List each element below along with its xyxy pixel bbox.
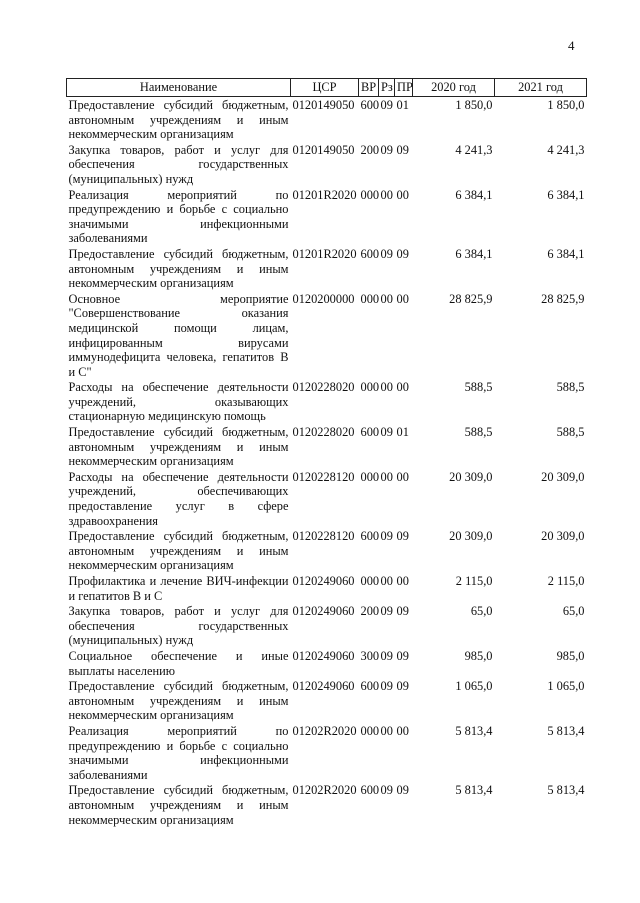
row-2021: 2 115,0 xyxy=(547,574,585,588)
row-rz: 00 xyxy=(380,187,393,202)
row-rz: 00 xyxy=(380,469,393,484)
row-pr: 00 xyxy=(396,380,409,395)
table-row xyxy=(67,291,587,380)
row-rz: 09 xyxy=(380,783,393,798)
row-csr: 0120228120 xyxy=(292,469,355,484)
table-row xyxy=(67,648,587,678)
budget-table xyxy=(66,78,587,827)
row-2020: 588,5 xyxy=(464,425,493,440)
row-rz: 00 xyxy=(380,574,393,588)
row-pr: 01 xyxy=(396,98,409,112)
row-csr: 0120228020 xyxy=(292,425,355,440)
row-rz: 00 xyxy=(380,291,393,306)
row-2021: 65,0 xyxy=(562,604,585,619)
row-2020: 1 850,0 xyxy=(455,98,493,112)
table-row xyxy=(67,246,587,291)
table-row xyxy=(67,782,587,827)
row-2020: 6 384,1 xyxy=(455,187,493,202)
row-2021: 985,0 xyxy=(556,648,585,663)
row-pr: 09 xyxy=(396,142,409,157)
table-row xyxy=(67,603,587,648)
row-2021: 20 309,0 xyxy=(541,469,585,484)
header-2021: 2021 год xyxy=(495,79,587,97)
row-csr: 0120149050 xyxy=(292,142,355,157)
row-2020: 6 384,1 xyxy=(455,246,493,261)
row-2020: 28 825,9 xyxy=(449,291,493,306)
row-2020: 5 813,4 xyxy=(455,783,493,798)
row-rz: 09 xyxy=(380,98,393,112)
row-2020: 588,5 xyxy=(464,380,493,395)
row-vr: 000 xyxy=(360,380,380,395)
row-pr: 00 xyxy=(396,723,409,738)
row-pr: 09 xyxy=(396,246,409,261)
row-vr: 000 xyxy=(360,187,380,202)
row-vr: 200 xyxy=(360,604,380,619)
row-rz: 09 xyxy=(380,648,393,663)
header-rz: Рз xyxy=(379,79,395,97)
row-name: Предоставление субсидий бюджетным, автономным учреждениям и иным некоммерческим организациям xyxy=(68,98,289,142)
row-vr: 000 xyxy=(360,723,380,738)
row-2020: 20 309,0 xyxy=(449,529,493,544)
row-csr: 01202R2020 xyxy=(292,723,357,738)
row-vr: 600 xyxy=(360,679,380,694)
row-csr: 0120249060 xyxy=(292,604,355,619)
table-row xyxy=(67,678,587,723)
row-csr: 01202R2020 xyxy=(292,783,357,798)
table-row xyxy=(67,573,587,603)
row-name: Закупка товаров, работ и услуг для обеспечения государственных (муниципальных) нужд xyxy=(68,142,289,186)
row-name: Закупка товаров, работ и услуг для обеспечения государственных (муниципальных) нужд xyxy=(68,604,289,648)
row-2021: 5 813,4 xyxy=(547,783,585,798)
row-vr: 000 xyxy=(360,291,380,306)
row-rz: 09 xyxy=(380,246,393,261)
row-pr: 09 xyxy=(396,783,409,798)
row-name: Реализация мероприятий по предупреждению и борьбе с социально значимыми инфекционными заболеваниями xyxy=(68,723,289,782)
row-vr: 200 xyxy=(360,142,380,157)
row-pr: 09 xyxy=(396,604,409,619)
row-vr: 000 xyxy=(360,574,380,588)
row-2020: 4 241,3 xyxy=(455,142,493,157)
row-csr: 0120149050 xyxy=(292,98,355,112)
table-body xyxy=(67,97,587,828)
header-csr: ЦСР xyxy=(291,79,359,97)
row-csr: 0120200000 xyxy=(292,291,355,306)
row-2020: 65,0 xyxy=(470,604,493,619)
row-pr: 00 xyxy=(396,291,409,306)
row-name: Предоставление субсидий бюджетным, автономным учреждениям и иным некоммерческим организациям xyxy=(68,246,289,291)
row-2020: 985,0 xyxy=(464,648,493,663)
row-2021: 20 309,0 xyxy=(541,529,585,544)
row-vr: 000 xyxy=(360,469,380,484)
row-2020: 1 065,0 xyxy=(455,679,493,694)
table-row xyxy=(67,424,587,469)
row-csr: 0120249060 xyxy=(292,679,355,694)
table-row xyxy=(67,379,587,424)
table-header xyxy=(67,79,587,97)
header-pr: ПР xyxy=(395,79,413,97)
row-rz: 00 xyxy=(380,380,393,395)
page-number: 4 xyxy=(568,38,575,53)
row-rz: 09 xyxy=(380,142,393,157)
row-name: Предоставление субсидий бюджетным, автономным учреждениям и иным некоммерческим организациям xyxy=(68,679,289,723)
row-vr: 300 xyxy=(360,648,380,663)
row-vr: 600 xyxy=(360,425,380,440)
header-2020: 2020 год xyxy=(413,79,495,97)
row-rz: 09 xyxy=(380,529,393,544)
row-pr: 09 xyxy=(396,648,409,663)
row-name: Предоставление субсидий бюджетным, автономным учреждениям и иным некоммерческим организациям xyxy=(68,529,289,573)
row-csr: 0120249060 xyxy=(292,574,355,588)
table-row xyxy=(67,723,587,782)
row-name: Предоставление субсидий бюджетным, автономным учреждениям и иным некоммерческим организациям xyxy=(68,425,289,469)
row-vr: 600 xyxy=(360,529,380,544)
row-pr: 00 xyxy=(396,187,409,202)
row-pr: 09 xyxy=(396,679,409,694)
row-2020: 5 813,4 xyxy=(455,723,493,738)
row-2021: 28 825,9 xyxy=(541,291,585,306)
row-pr: 00 xyxy=(396,574,409,588)
row-name: Профилактика и лечение ВИЧ-инфекции и гепатитов B и C xyxy=(68,574,289,603)
row-name: Расходы на обеспечение деятельности учреждений, оказывающих стационарную медицинскую помощь xyxy=(68,380,289,424)
row-csr: 0120228120 xyxy=(292,529,355,544)
row-pr: 00 xyxy=(396,469,409,484)
row-rz: 09 xyxy=(380,425,393,440)
row-2021: 588,5 xyxy=(556,425,585,440)
header-name: Наименование xyxy=(67,79,291,97)
row-name: Социальное обеспечение и иные выплаты населению xyxy=(68,648,289,678)
row-pr: 09 xyxy=(396,529,409,544)
table-row xyxy=(67,187,587,246)
row-2021: 6 384,1 xyxy=(547,187,585,202)
table-row xyxy=(67,142,587,187)
row-2020: 2 115,0 xyxy=(455,574,493,588)
table-row xyxy=(67,528,587,573)
row-2021: 4 241,3 xyxy=(547,142,585,157)
row-2021: 6 384,1 xyxy=(547,246,585,261)
row-name: Реализация мероприятий по предупреждению и борьбе с социально значимыми инфекционными заболеваниями xyxy=(68,187,289,246)
row-vr: 600 xyxy=(360,783,380,798)
row-2021: 5 813,4 xyxy=(547,723,585,738)
row-csr: 01201R2020 xyxy=(292,246,357,261)
row-csr: 01201R2020 xyxy=(292,187,357,202)
row-2021: 588,5 xyxy=(556,380,585,395)
row-name: Основное мероприятие "Совершенствование оказания медицинской помощи лицам, инфицированным вирусами иммунодефицита человека, гепатитов B и C" xyxy=(68,291,289,379)
row-rz: 00 xyxy=(380,723,393,738)
row-rz: 09 xyxy=(380,679,393,694)
row-vr: 600 xyxy=(360,98,380,112)
row-name: Предоставление субсидий бюджетным, автономным учреждениям и иным некоммерческим организациям xyxy=(68,783,289,827)
row-vr: 600 xyxy=(360,246,380,261)
row-pr: 01 xyxy=(396,425,409,440)
row-2021: 1 065,0 xyxy=(547,679,585,694)
row-rz: 09 xyxy=(380,604,393,619)
row-name: Расходы на обеспечение деятельности учреждений, обеспечивающих предоставление услуг в сфере здравоохранения xyxy=(68,469,289,528)
row-2021: 1 850,0 xyxy=(547,98,585,112)
row-csr: 0120228020 xyxy=(292,380,355,395)
table-row xyxy=(67,469,587,528)
row-2020: 20 309,0 xyxy=(449,469,493,484)
table-row xyxy=(67,97,587,142)
header-vr: ВР xyxy=(359,79,379,97)
row-csr: 0120249060 xyxy=(292,648,355,663)
